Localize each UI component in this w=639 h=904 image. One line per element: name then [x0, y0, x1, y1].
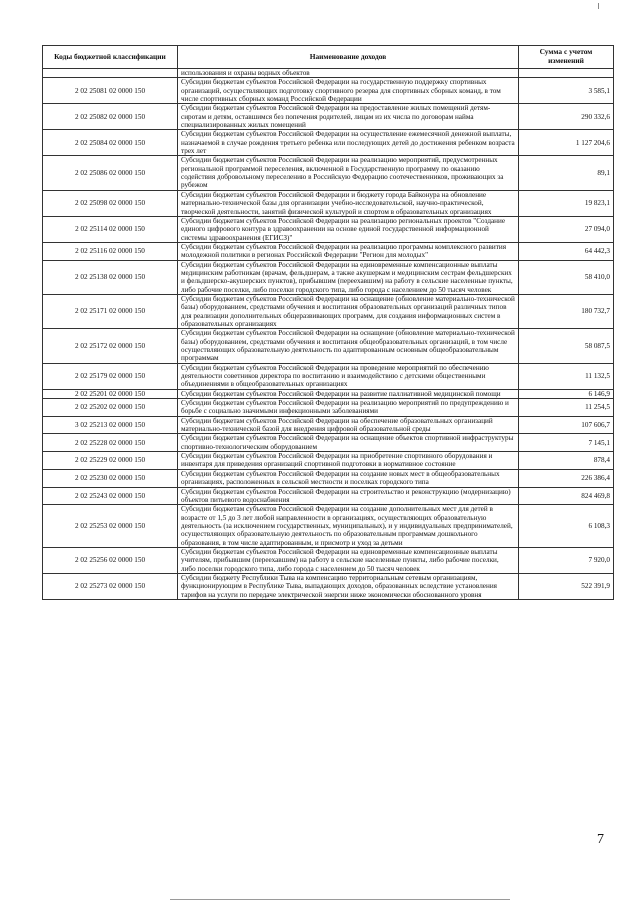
- table-row: [43, 505, 614, 548]
- name-cell: Субсидии бюджетам субъектов Российской Федерации на строительство и реконструкцию (модернизацию) объектов питьевого водоснабжения: [178, 487, 519, 505]
- sum-cell: 226 386,4: [519, 469, 614, 487]
- table-row: [43, 416, 614, 434]
- table-row: [43, 216, 614, 242]
- sum-cell: 824 469,8: [519, 487, 614, 505]
- sum-cell: 11 132,5: [519, 363, 614, 389]
- code-cell: 2 02 25114 02 0000 150: [43, 216, 178, 242]
- sum-cell: 89,1: [519, 156, 614, 190]
- sum-cell: 180 732,7: [519, 294, 614, 328]
- table-row: [43, 434, 614, 452]
- sum-cell: [519, 69, 614, 78]
- table-row: [43, 469, 614, 487]
- sum-cell: 6 108,3: [519, 505, 614, 548]
- code-cell: 2 02 25116 02 0000 150: [43, 242, 178, 260]
- code-cell: 2 02 25098 02 0000 150: [43, 190, 178, 216]
- table-row: [43, 547, 614, 573]
- code-cell: 2 02 25202 02 0000 150: [43, 399, 178, 417]
- sum-cell: 27 094,0: [519, 216, 614, 242]
- code-cell: 2 02 25228 02 0000 150: [43, 434, 178, 452]
- name-cell: Субсидии бюджетам субъектов Российской Федерации на единовременные компенсационные выплаты учителям, прибывшим (переехавшим) на работу в сельские населенные пункты, либо рабочие поселки, либо поселки городского типа, либо города с населением до 50 тысяч человек: [178, 547, 519, 573]
- table-row: [43, 130, 614, 156]
- page-number: 7: [597, 832, 604, 847]
- table-row: [43, 104, 614, 130]
- name-cell: Субсидии бюджетам субъектов Российской Федерации на развитие паллиативной медицинской помощи: [178, 389, 519, 398]
- code-cell: 2 02 25253 02 0000 150: [43, 505, 178, 548]
- name-cell: Субсидии бюджетам субъектов Российской Федерации на реализацию региональных проектов "Создание единого цифрового контура в здравоохранении на основе единой государственной информационной системы здравоохранения (ЕГИСЗ)": [178, 216, 519, 242]
- table-row-continuation: [43, 69, 614, 78]
- sum-cell: 19 823,1: [519, 190, 614, 216]
- table-row: [43, 329, 614, 363]
- name-cell: Субсидии бюджетам субъектов Российской Федерации и бюджету города Байконура на обновление материально-технической базы для организации учебно-исследовательской, научно-практической, творческой деятельности, занятий физической культурой и спортом в образовательных организациях: [178, 190, 519, 216]
- name-cell: использования и охраны водных объектов: [178, 69, 519, 78]
- sum-cell: 58 410,0: [519, 260, 614, 294]
- sum-cell: 7 920,0: [519, 547, 614, 573]
- scan-bottom-edge: [170, 899, 510, 900]
- name-cell: Субсидии бюджетам субъектов Российской Федерации на реализацию программы комплексного развития молодежной политики в регионах Российской Федерации "Регион для молодых": [178, 242, 519, 260]
- table-row: [43, 573, 614, 599]
- table-row: [43, 260, 614, 294]
- table-row: [43, 156, 614, 190]
- name-cell: Субсидии бюджетам субъектов Российской Федерации на проведение мероприятий по обеспечению деятельности советников директора по воспитанию и взаимодействию с детскими общественными объединениями в общеобразовательных организациях: [178, 363, 519, 389]
- code-cell: 2 02 25256 02 0000 150: [43, 547, 178, 573]
- table-row: [43, 487, 614, 505]
- name-cell: Субсидии бюджетам субъектов Российской Федерации на реализацию мероприятий по предупреждению и борьбе с социально значимыми инфекционными заболеваниями: [178, 399, 519, 417]
- header-code: Коды бюджетной классификации: [43, 46, 178, 69]
- sum-cell: 7 145,1: [519, 434, 614, 452]
- table-row: [43, 294, 614, 328]
- name-cell: Субсидии бюджетам субъектов Российской Федерации на оснащение объектов спортивной инфраструктуры спортивно-технологическим оборудованием: [178, 434, 519, 452]
- name-cell: Субсидии бюджетам субъектов Российской Федерации на осуществление ежемесячной денежной выплаты, назначаемой в случае рождения третьего ребенка или последующих детей до достижения ребенком возраста трех лет: [178, 130, 519, 156]
- code-cell: 2 02 25179 02 0000 150: [43, 363, 178, 389]
- sum-cell: 1 127 204,6: [519, 130, 614, 156]
- sum-cell: 58 087,5: [519, 329, 614, 363]
- code-cell: 3 02 25213 02 0000 150: [43, 416, 178, 434]
- code-cell: 2 02 25081 02 0000 150: [43, 78, 178, 104]
- code-cell: 2 02 25086 02 0000 150: [43, 156, 178, 190]
- table-row: [43, 242, 614, 260]
- name-cell: Субсидии бюджетам субъектов Российской Федерации на оснащение (обновление материально-технической базы) оборудованием, средствами обучения и воспитания общеобразовательных организаций, в том числе осуществляющих образовательную деятельность по адаптированным основным общеобразовательным программам: [178, 329, 519, 363]
- table-row: [43, 399, 614, 417]
- sum-cell: 290 332,6: [519, 104, 614, 130]
- name-cell: Субсидии бюджетам субъектов Российской Федерации на реализацию мероприятий, предусмотренных региональной программой переселения, включенной в Государственную программу по оказанию содействия добровольному переселению в Российскую Федерацию соотечественников, проживающих за рубежом: [178, 156, 519, 190]
- code-cell: 2 02 25243 02 0000 150: [43, 487, 178, 505]
- header-name: Наименование доходов: [178, 46, 519, 69]
- table-row: [43, 389, 614, 398]
- table-row: [43, 452, 614, 470]
- header-sum: Сумма с учетом изменений: [519, 46, 614, 69]
- name-cell: Субсидии бюджетам субъектов Российской Федерации на обеспечение образовательных организаций материально-технической базой для внедрения цифровой образовательной среды: [178, 416, 519, 434]
- table-row: [43, 190, 614, 216]
- code-cell: 2 02 25084 02 0000 150: [43, 130, 178, 156]
- code-cell: 2 02 25082 02 0000 150: [43, 104, 178, 130]
- code-cell: [43, 69, 178, 78]
- name-cell: Субсидии бюджету Республики Тыва на компенсацию территориальным сетевым организациям, функционирующим в Республике Тыва, выпадающих доходов, образованных вследствие установления тарифов на услуги по передаче электрической энергии ниже экономически обоснованного уровня: [178, 573, 519, 599]
- revenue-table: [42, 45, 614, 600]
- name-cell: Субсидии бюджетам субъектов Российской Федерации на создание дополнительных мест для детей в возрасте от 1,5 до 3 лет любой направленности в организациях, осуществляющих образовательную деятельность (за исключением государственных, муниципальных), и у индивидуальных предпринимателей, осуществляющих образовательную деятельность по образовательным программам дошкольного образования, в том числе адаптированным, и присмотр и уход за детьми: [178, 505, 519, 548]
- code-cell: 2 02 25229 02 0000 150: [43, 452, 178, 470]
- code-cell: 2 02 25171 02 0000 150: [43, 294, 178, 328]
- name-cell: Субсидии бюджетам субъектов Российской Федерации на предоставление жилых помещений детям-сиротам и детям, оставшимся без попечения родителей, лицам из их числа по договорам найма специализированных жилых помещений: [178, 104, 519, 130]
- sum-cell: 878,4: [519, 452, 614, 470]
- table-header-row: [43, 46, 614, 69]
- table-row: [43, 78, 614, 104]
- sum-cell: 522 391,9: [519, 573, 614, 599]
- sum-cell: 3 585,1: [519, 78, 614, 104]
- code-cell: 2 02 25172 02 0000 150: [43, 329, 178, 363]
- sum-cell: 64 442,3: [519, 242, 614, 260]
- code-cell: 2 02 25273 02 0000 150: [43, 573, 178, 599]
- code-cell: 2 02 25201 02 0000 150: [43, 389, 178, 398]
- name-cell: Субсидии бюджетам субъектов Российской Федерации на единовременные компенсационные выплаты медицинским работникам (врачам, фельдшерам, а также акушеркам и медицинским сестрам фельдшерских и фельдшерско-акушерских пунктов), прибывшим (переехавшим) на работу в сельские населенные пункты, либо рабочие поселки, либо поселки городского типа, либо города с населением до 50 тысяч человек: [178, 260, 519, 294]
- code-cell: 2 02 25230 02 0000 150: [43, 469, 178, 487]
- name-cell: Субсидии бюджетам субъектов Российской Федерации на приобретение спортивного оборудования и инвентаря для приведения организаций спортивной подготовки в нормативное состояние: [178, 452, 519, 470]
- scan-mark: [598, 3, 599, 9]
- name-cell: Субсидии бюджетам субъектов Российской Федерации на государственную поддержку спортивных организаций, осуществляющих подготовку спортивного резерва для спортивных сборных команд, в том числе спортивных сборных команд Российской Федерации: [178, 78, 519, 104]
- name-cell: Субсидии бюджетам субъектов Российской Федерации на создание новых мест в общеобразовательных организациях, расположенных в сельской местности и поселках городского типа: [178, 469, 519, 487]
- sum-cell: 11 254,5: [519, 399, 614, 417]
- code-cell: 2 02 25138 02 0000 150: [43, 260, 178, 294]
- table-row: [43, 363, 614, 389]
- name-cell: Субсидии бюджетам субъектов Российской Федерации на оснащение (обновление материально-технической базы) оборудованием, средствами обучения и воспитания образовательных организаций различных типов для реализации дополнительных общеразвивающих программ, для создания информационных систем в образовательных организациях: [178, 294, 519, 328]
- sum-cell: 6 146,9: [519, 389, 614, 398]
- sum-cell: 107 606,7: [519, 416, 614, 434]
